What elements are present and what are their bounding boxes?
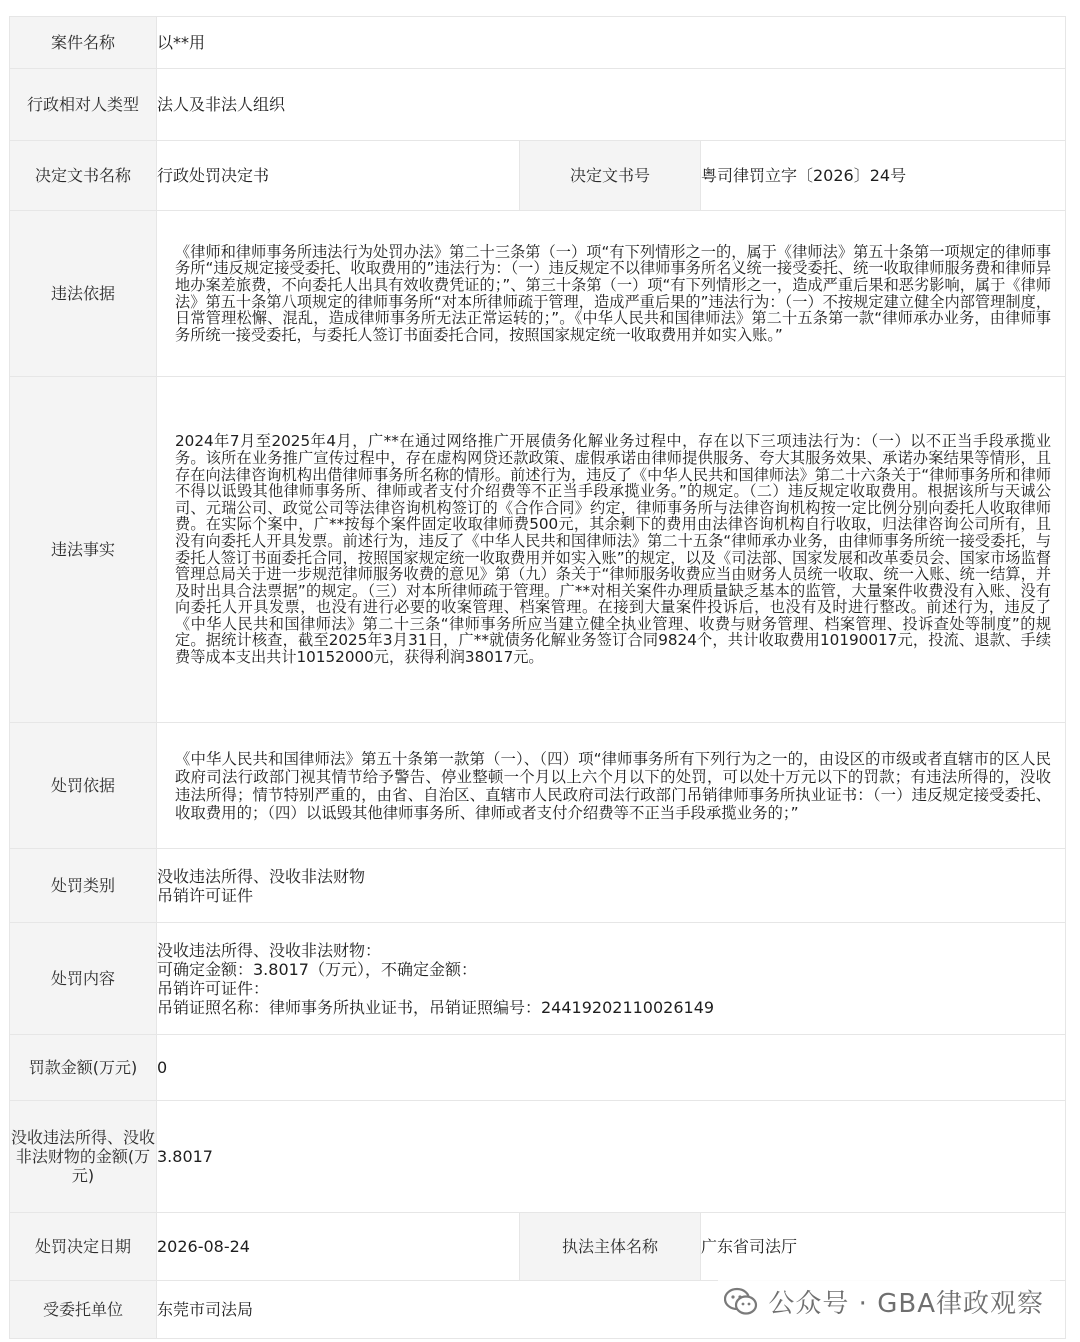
violation-basis-label: 违法依据 (10, 211, 157, 377)
row-penalty-basis (10, 723, 1066, 849)
row-case-name (10, 17, 1066, 69)
row-decision-date (10, 1213, 1066, 1281)
violation-basis-value: 《律师和律师事务所违法行为处罚办法》第二十三条第（一）项“有下列情形之一的，属于《律师法》第五十条第一项规定的律师事务所“违反规定接受委托、收取费用的”违法行为：（一）违反规定不以律师事务所名义统一接受委托、统一收取律师服务费和律师异地办案差旅费，不向委托人出具有效收费凭证的；”、第三十条第（一）项“有下列情形之一，造成严重后果和恶劣影响，属于《律师法》第五十条第八项规定的律师事务所“对本所律师疏于管理，造成严重后果的”违法行为：（一）不按规定建立健全内部管理制度，日常管理松懈、混乱，造成律师事务所无法正常运转的；”。《中华人民共和国律师法》第二十五条第一款“律师承办业务，由律师事务所统一接受委托，与委托人签订书面委托合同，按照国家规定统一收取费用并如实入账。” (157, 211, 1066, 377)
doc-number-label: 决定文书号 (520, 141, 701, 211)
wechat-official-account-icon (724, 1287, 758, 1317)
penalty-content-value (157, 923, 1066, 1035)
case-name-label: 案件名称 (10, 17, 157, 69)
penalty-content-label: 处罚内容 (10, 923, 157, 1035)
fine-amount-value: 0 (157, 1035, 1066, 1101)
penalty-type-value (157, 849, 1066, 923)
doc-name-value: 行政处罚决定书 (157, 141, 520, 211)
confiscated-amount-value: 3.8017 (157, 1101, 1066, 1213)
penalty-content-line: 可确定金额：3.8017（万元），不确定金额： (157, 959, 477, 979)
decision-date-value: 2026-08-24 (157, 1213, 520, 1281)
confiscated-amount-label: 没收违法所得、没收非法财物的金额(万元) (10, 1101, 157, 1213)
enforcement-body-value: 广东省司法厅 (701, 1213, 1066, 1281)
watermark-text: 公众号 · GBA律政观察 (768, 1289, 1044, 1319)
penalty-type-label: 处罚类别 (10, 849, 157, 923)
row-penalty-type (10, 849, 1066, 923)
entrusted-unit-label: 受委托单位 (10, 1281, 157, 1339)
penalty-content-line: 吊销许可证件： (157, 978, 270, 998)
fine-amount-label: 罚款金额(万元) (10, 1035, 157, 1101)
penalty-type-line: 没收违法所得、没收非法财物 (157, 866, 366, 886)
decision-date-label: 处罚决定日期 (10, 1213, 157, 1281)
violation-facts-label: 违法事实 (10, 377, 157, 723)
violation-facts-value: 2024年7月至2025年4月，广**在通过网络推广开展债务化解业务过程中，存在以下三项违法行为：（一）以不正当手段承揽业务。该所在业务推广宣传过程中，存在虚构网贷还款政策、虚假承诺由律师提供服务、夸大其服务效果、承诺办案结果等情形，且存在向法律咨询机构出借律师事务所名称的情形。前述行为，违反了《中华人民共和国律师法》第二十六条关于“律师事务所和律师不得以诋毁其他律师事务所、律师或者支付介绍费等不正当手段承揽业务。”的规定。（二）违反规定收取费用。根据该所与天诚公司、元瑞公司、政觉公司等法律咨询机构签订的《合作合同》约定，律师事务所与法律咨询机构按一定比例分别向委托人收取律师费。在实际个案中，广**按每个案件固定收取律师费500元，其余剩下的费用由法律咨询机构自行收取，归法律咨询公司所有，且没有向委托人开具发票。前述行为，违反了《中华人民共和国律师法》第二十五条“律师承办业务，由律师事务所统一接受委托，与委托人签订书面委托合同，按照国家规定统一收取费用并如实入账”的规定，以及《司法部、国家发展和改革委员会、国家市场监督管理总局关于进一步规范律师服务收费的意见》第（九）条关于“律师服务收费应当由财务人员统一收取、统一入账、统一结算，并及时出具合法票据”的规定。（三）对本所律师疏于管理。广**对相关案件办理质量缺乏基本的监管，大量案件收费没有入账、没有向委托人开具发票，也没有进行必要的收案管理、档案管理。在接到大量案件投诉后，也没有及时进行整改。前述行为，违反了《中华人民共和国律师法》第二十三条“律师事务所应当建立健全执业管理、收费与财务管理、档案管理、投诉查处等制度”的规定。据统计核查，截至2025年3月31日，广**就债务化解业务签订合同9824个，共计收取费用10190017元，投流、退款、手续费等成本支出共计10152000元，获得利润38017元。 (157, 377, 1066, 723)
entrusted-unit-value: 东莞市司法局 (157, 1281, 1066, 1339)
penalty-basis-label: 处罚依据 (10, 723, 157, 849)
row-decision-document (10, 141, 1066, 211)
penalty-content-line: 吊销证照名称：律师事务所执业证书，吊销证照编号：24419202110026149 (157, 997, 715, 1017)
party-type-value: 法人及非法人组织 (157, 69, 1066, 141)
row-party-type (10, 69, 1066, 141)
doc-name-label: 决定文书名称 (10, 141, 157, 211)
penalty-content-line: 没收违法所得、没收非法财物： (157, 940, 382, 960)
case-name-value: 以**用 (157, 17, 1066, 69)
row-violation-facts (10, 377, 1066, 723)
penalty-record-table (9, 16, 1066, 1339)
row-confiscated-amount (10, 1101, 1066, 1213)
enforcement-body-label: 执法主体名称 (520, 1213, 701, 1281)
row-penalty-content (10, 923, 1066, 1035)
watermark (718, 1279, 1050, 1324)
penalty-basis-value: 《中华人民共和国律师法》第五十条第一款第（一）、（四）项“律师事务所有下列行为之一的，由设区的市级或者直辖市的区人民政府司法行政部门视其情节给予警告、停业整顿一个月以上六个月以下的处罚，可以处十万元以下的罚款；有违法所得的，没收违法所得；情节特别严重的，由省、自治区、直辖市人民政府司法行政部门吊销律师事务所执业证书：（一）违反规定接受委托、收取费用的；（四）以诋毁其他律师事务所、律师或者支付介绍费等不正当手段承揽业务的；” (157, 723, 1066, 849)
row-violation-basis (10, 211, 1066, 377)
doc-number-value: 粤司律罚立字〔2026〕24号 (701, 141, 1066, 211)
penalty-type-line: 吊销许可证件 (157, 885, 254, 905)
row-fine-amount (10, 1035, 1066, 1101)
party-type-label: 行政相对人类型 (10, 69, 157, 141)
